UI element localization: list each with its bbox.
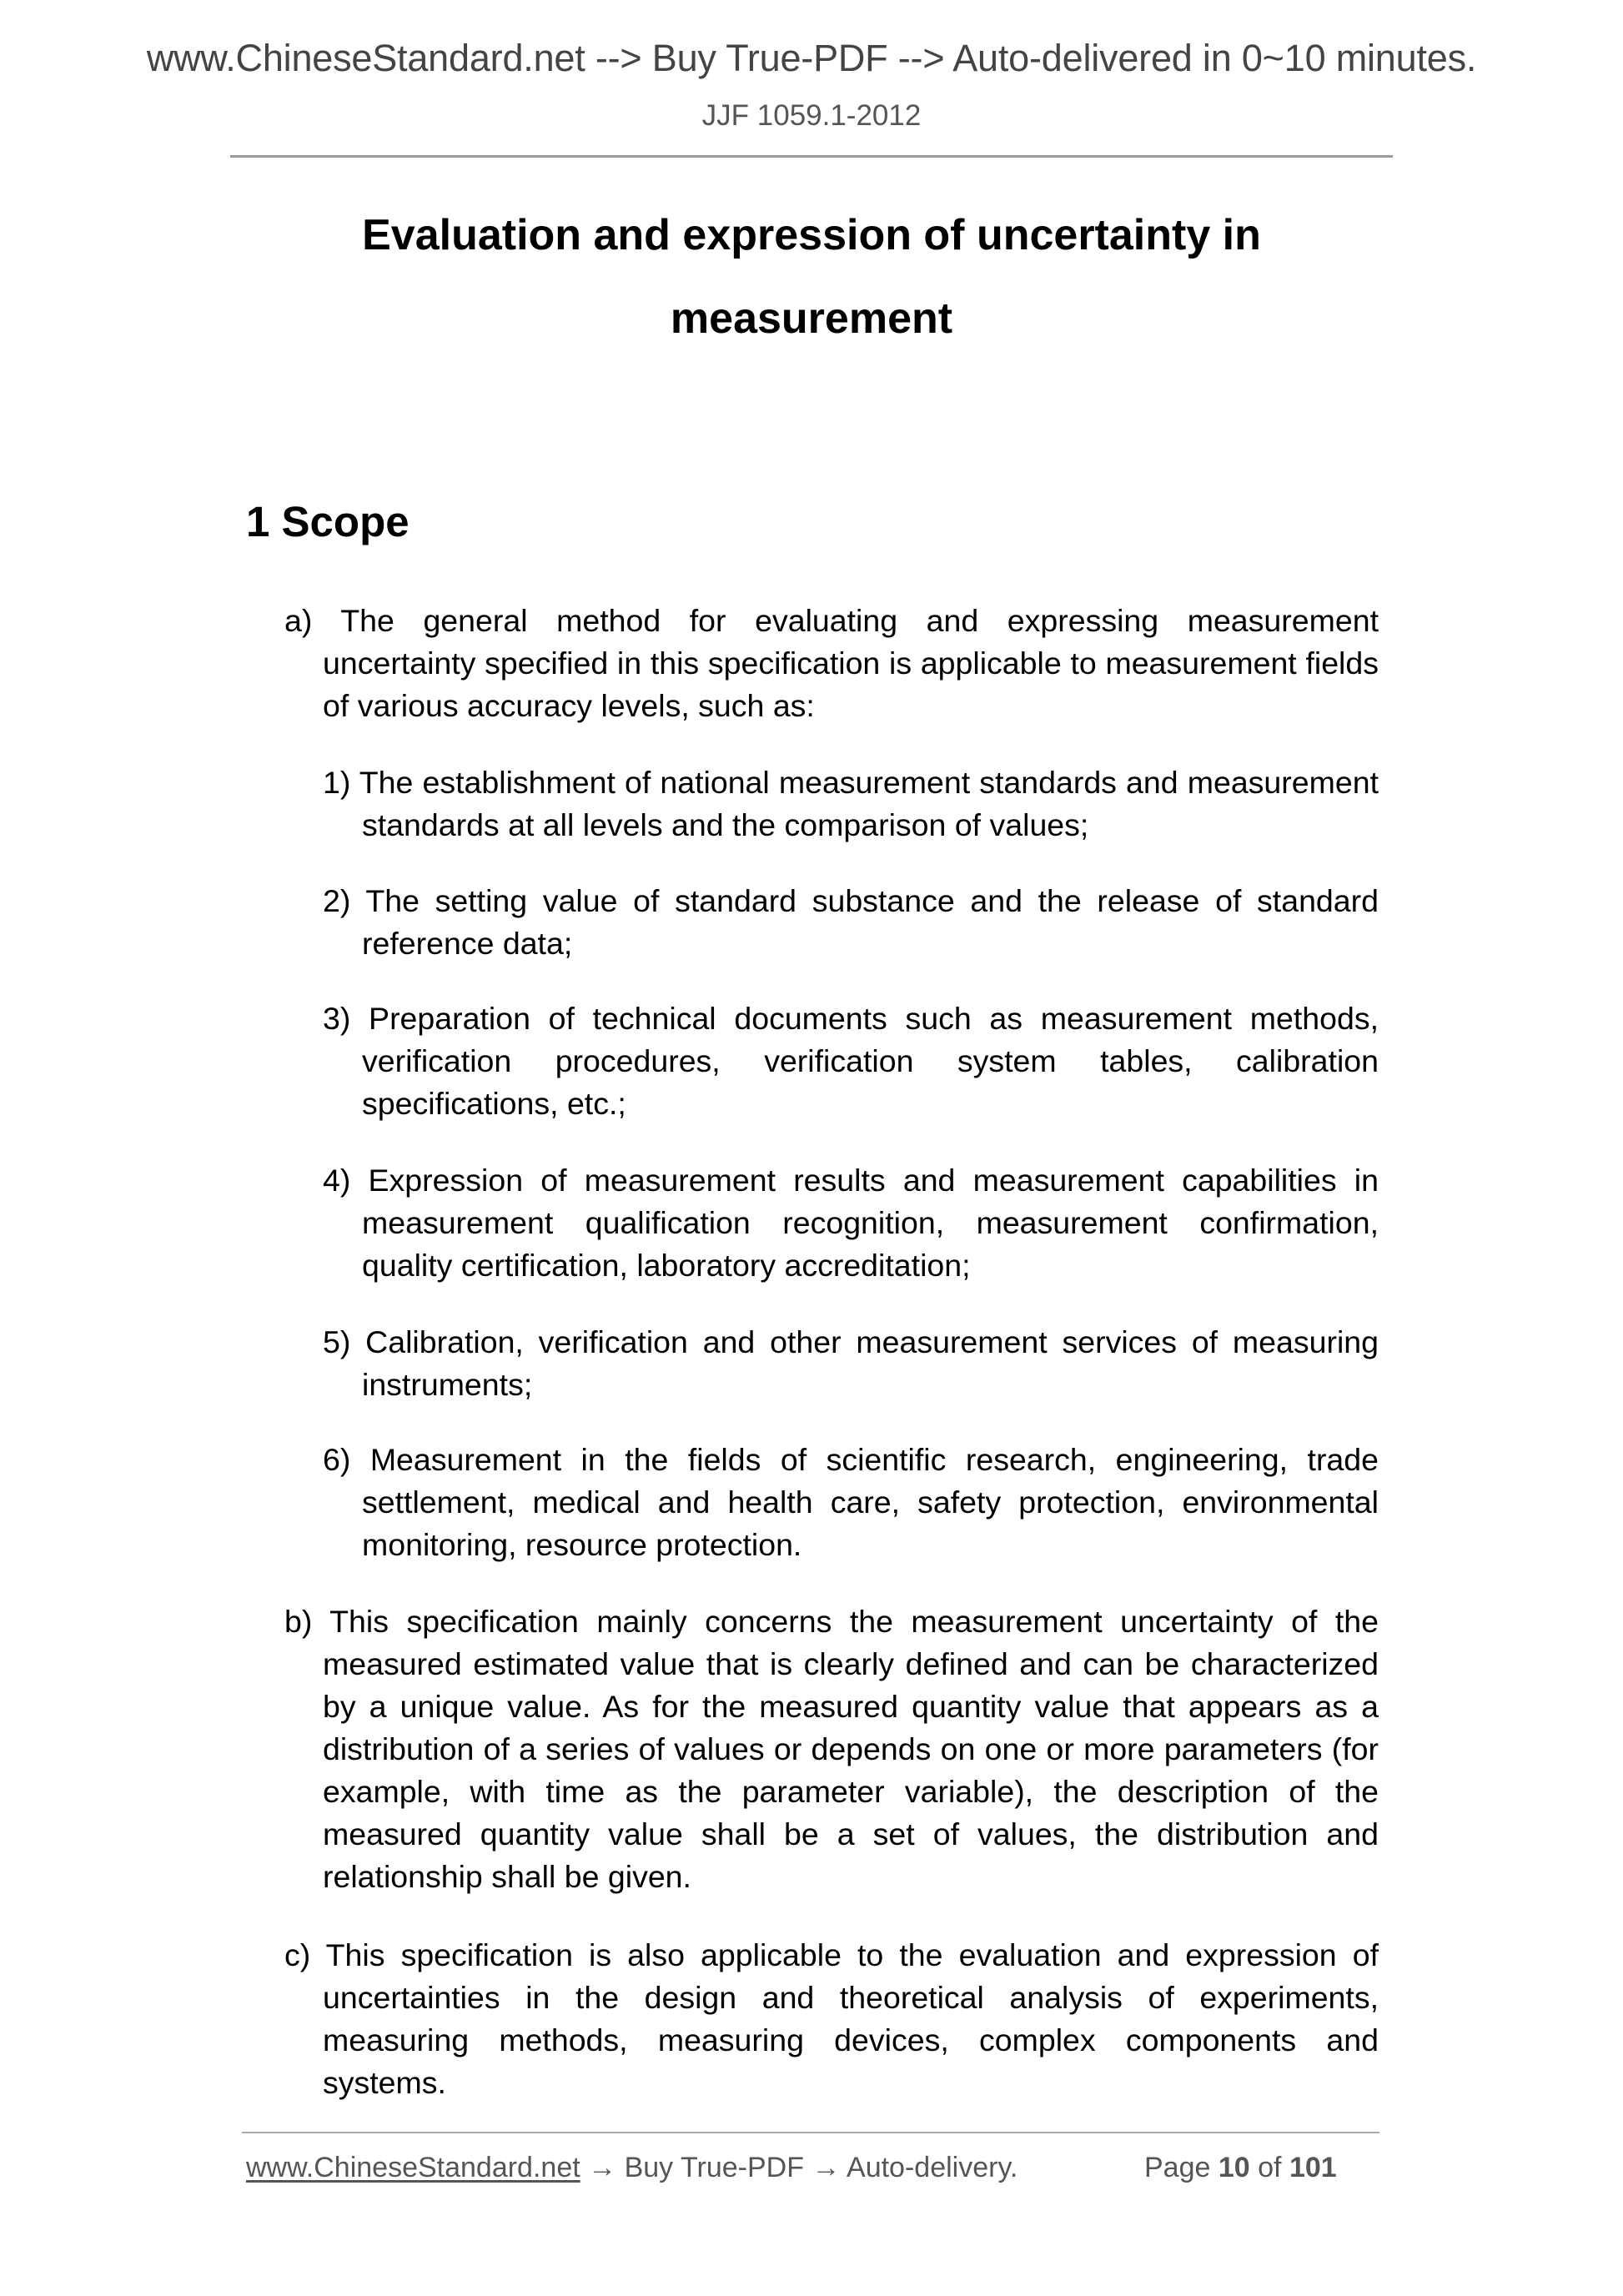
header-banner: www.ChineseStandard.net --> Buy True-PDF --> Auto-delivered in 0~10 minutes.: [146, 37, 1477, 79]
arrow-right-icon: →: [588, 2152, 617, 2183]
page-current: 10: [1218, 2152, 1250, 2183]
footer-site-link[interactable]: www.ChineseStandard.net: [246, 2152, 580, 2183]
header-divider: [230, 155, 1393, 158]
page-label: Page: [1144, 2152, 1211, 2183]
document-title-line2: measurement: [670, 294, 953, 343]
section-heading-scope: 1 Scope: [246, 498, 410, 545]
footer-promo: [246, 2150, 1018, 2185]
footer-delivery-text: Auto-delivery.: [847, 2152, 1018, 2183]
page-total: 101: [1289, 2152, 1337, 2183]
scope-item-a: a) The general method for evaluating and expressing measurement uncertainty specified in this specification is applicable to measurement fields of various accuracy levels, such as:: [284, 603, 1379, 723]
scope-item-c: c) This specification is also applicable to the evaluation and expression of uncertainties in the design and theoretical analysis of experiments, measuring methods, measuring devices, complex components and systems.: [284, 1937, 1379, 2100]
document-title-line1: Evaluation and expression of uncertainty in: [362, 211, 1261, 259]
scope-item-b: b) This specification mainly concerns the measurement uncertainty of the measured estimated value that is clearly defined and can be characterized by a unique value. As for the measured quantity value that appears as a distribution of a series of values or depends on one or more parameters (for example, with time as the parameter variable), the description of the measured quantity value shall be a set of values, the distribution and relationship shall be given.: [284, 1604, 1379, 1894]
footer-divider: [242, 2132, 1379, 2133]
scope-subitem-3: 3) Preparation of technical documents such as measurement methods, verification procedures, verification system tables, calibration specifications, etc.;: [323, 1001, 1379, 1121]
scope-subitem-6: 6) Measurement in the fields of scientific research, engineering, trade settlement, medical and health care, safety protection, environmental monitoring, resource protection.: [323, 1442, 1379, 1562]
arrow-right-icon: →: [812, 2152, 841, 2183]
page-indicator: [1144, 2150, 1337, 2185]
scope-subitem-2: 2) The setting value of standard substance and the release of standard reference data;: [323, 883, 1379, 961]
footer-buy-text: Buy True-PDF: [624, 2152, 804, 2183]
scope-subitem-1: 1) The establishment of national measurement standards and measurement standards at all levels and the comparison of values;: [323, 765, 1379, 842]
standard-code: JJF 1059.1-2012: [701, 99, 922, 132]
scope-subitem-4: 4) Expression of measurement results and measurement capabilities in measurement qualification recognition, measurement confirmation, quality certification, laboratory accreditation;: [323, 1163, 1379, 1283]
scope-subitem-5: 5) Calibration, verification and other measurement services of measuring instruments;: [323, 1324, 1379, 1402]
page-of: of: [1258, 2152, 1282, 2183]
